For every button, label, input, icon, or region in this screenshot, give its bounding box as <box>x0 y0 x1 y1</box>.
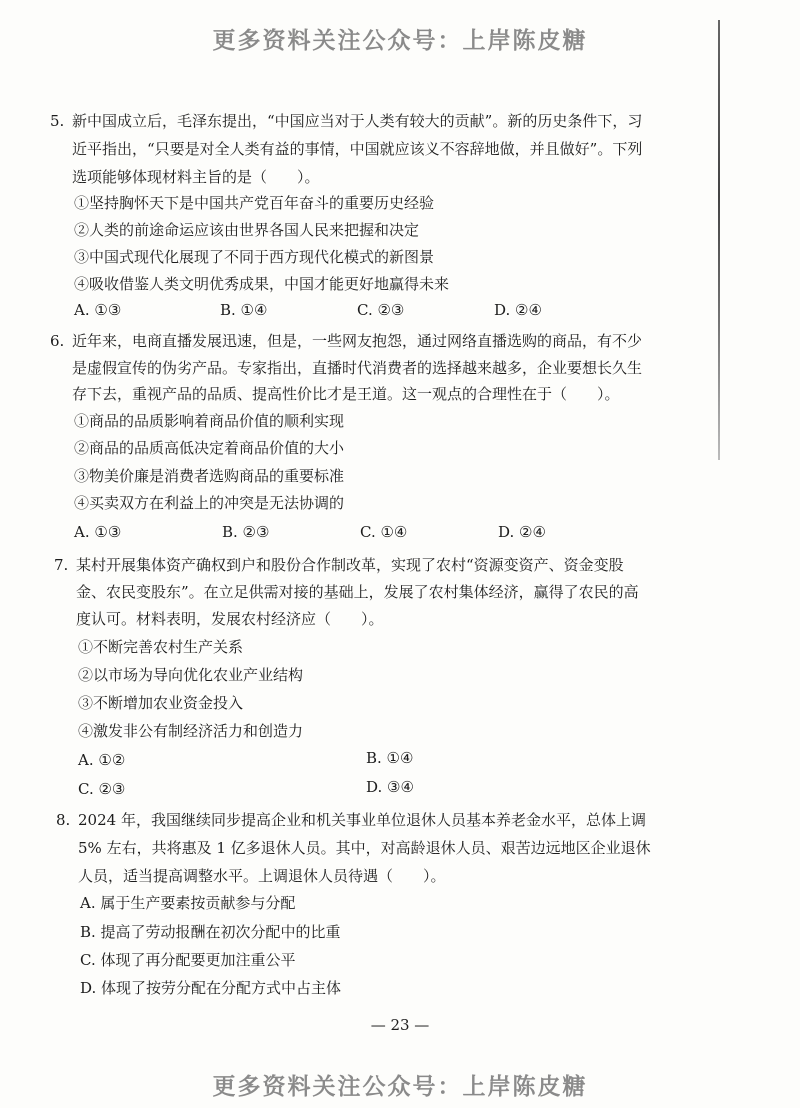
statement-item: ④吸收借鉴人类文明优秀成果，中国才能更好地赢得未来 <box>74 275 450 293</box>
answer-option-c[interactable]: C. ②③ <box>78 780 126 798</box>
statement-item: ③物美价廉是消费者选购商品的重要标准 <box>74 467 345 485</box>
question-stem-line: 存下去，重视产品的品质、提高性价比才是王道。这一观点的合理性在于（ ）。 <box>72 385 620 403</box>
question-stem-line: 近年来，电商直播发展迅速，但是，一些网友抱怨，通过网络直播选购的商品，有不少 <box>72 332 643 350</box>
answer-option-b[interactable]: B. ②③ <box>222 523 270 541</box>
answer-option-d[interactable]: D. ②④ <box>494 301 542 319</box>
question-number: 8. <box>56 811 71 829</box>
answer-option-c[interactable]: C. ①④ <box>360 523 408 541</box>
question-stem-line: 人员，适当提高调整水平。上调退休人员待遇（ ）。 <box>78 867 446 885</box>
page-number: — 23 — <box>370 1016 430 1034</box>
page-edge-line <box>718 20 720 460</box>
question-stem-line: 某村开展集体资产确权到户和股份合作制改革，实现了农村“资源变资产、资金变股 <box>76 556 624 574</box>
answer-option-a[interactable]: A. ①③ <box>74 523 122 541</box>
answer-option-a[interactable]: A. ①③ <box>74 301 122 319</box>
question-number: 6. <box>50 332 65 350</box>
statement-item: ②人类的前途命运应该由世界各国人民来把握和决定 <box>74 221 420 239</box>
answer-option-d[interactable]: D. ②④ <box>498 523 546 541</box>
statement-item: ①商品的品质影响着商品价值的顺利实现 <box>74 412 345 430</box>
answer-option-a[interactable]: A. 属于生产要素按贡献参与分配 <box>80 894 296 912</box>
answer-option-d[interactable]: D. 体现了按劳分配在分配方式中占主体 <box>80 979 342 997</box>
statement-item: ④买卖双方在利益上的冲突是无法协调的 <box>74 494 345 512</box>
statement-item: ③不断增加农业资金投入 <box>78 694 244 712</box>
question-stem-line: 新中国成立后，毛泽东提出，“中国应当对于人类有较大的贡献”。新的历史条件下，习 <box>72 112 643 130</box>
answer-option-b[interactable]: B. ①④ <box>220 301 268 319</box>
statement-item: ②以市场为导向优化农业产业结构 <box>78 666 304 684</box>
question-number: 5. <box>50 112 65 130</box>
statement-item: ①坚持胸怀天下是中国共产党百年奋斗的重要历史经验 <box>74 194 435 212</box>
watermark-bottom: 更多资料关注公众号：上岸陈皮糖 <box>212 1074 588 1100</box>
question-stem-line: 度认可。材料表明，发展农村经济应（ ）。 <box>76 610 384 628</box>
statement-item: ④激发非公有制经济活力和创造力 <box>78 722 304 740</box>
question-number: 7. <box>54 556 69 574</box>
answer-option-b[interactable]: B. ①④ <box>366 749 414 767</box>
answer-option-b[interactable]: B. 提高了劳动报酬在初次分配中的比重 <box>80 923 341 941</box>
statement-item: ①不断完善农村生产关系 <box>78 638 244 656</box>
question-stem-line: 金、农民变股东”。在立足供需对接的基础上，发展了农村集体经济，赢得了农民的高 <box>76 583 639 601</box>
statement-item: ②商品的品质高低决定着商品价值的大小 <box>74 439 345 457</box>
question-stem-line: 2024 年，我国继续同步提高企业和机关事业单位退休人员基本养老金水平，总体上调 <box>78 811 646 829</box>
question-stem-line: 选项能够体现材料主旨的是（ ）。 <box>72 168 320 186</box>
watermark-top: 更多资料关注公众号：上岸陈皮糖 <box>212 28 588 54</box>
answer-option-c[interactable]: C. ②③ <box>357 301 405 319</box>
answer-option-c[interactable]: C. 体现了再分配要更加注重公平 <box>80 951 296 969</box>
question-stem-line: 是虚假宣传的伪劣产品。专家指出，直播时代消费者的选择越来越多，企业要想长久生 <box>72 359 643 377</box>
answer-option-d[interactable]: D. ③④ <box>366 778 414 796</box>
question-stem-line: 5% 左右，共将惠及 1 亿多退休人员。其中，对高龄退休人员、艰苦边远地区企业退休 <box>78 839 651 857</box>
question-stem-line: 近平指出，“只要是对全人类有益的事情，中国就应该义不容辞地做，并且做好”。下列 <box>72 140 643 158</box>
statement-item: ③中国式现代化展现了不同于西方现代化模式的新图景 <box>74 248 435 266</box>
answer-option-a[interactable]: A. ①② <box>78 751 126 769</box>
